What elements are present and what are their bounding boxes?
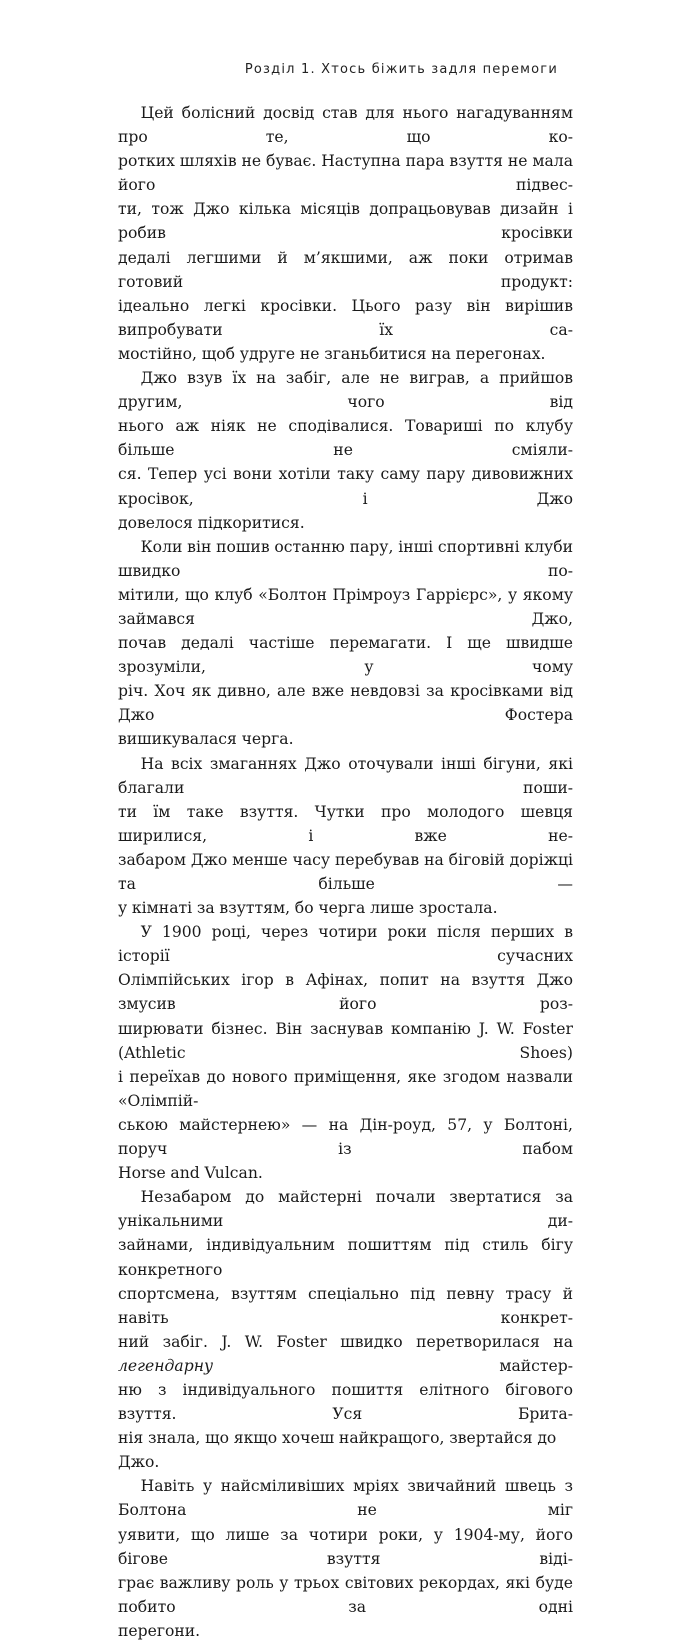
- text-line: ти, тож Джо кілька місяців допрацьовував дизайн і робив кросівки: [118, 200, 573, 243]
- paragraph-4: [118, 752, 573, 921]
- text-line: мостійно, щоб удруге не зганьбитися на перегонах.: [118, 344, 546, 363]
- text-line: грає важливу роль у трьох світових рекордах, які буде побито за одні: [118, 1573, 573, 1616]
- body-text: [118, 101, 573, 1643]
- text-line: ідеально легкі кросівки. Цього разу він вирішив випробувати їх са-: [118, 296, 573, 339]
- text-line: У 1900 році, через чотири роки після перших в історії сучасних: [118, 923, 573, 966]
- text-line: Незабаром до майстерні почали звертатися за унікальними ди-: [118, 1188, 573, 1231]
- italic-word: легендарну: [118, 1356, 214, 1375]
- text-segment: ний забіг. J. W. Foster швидко перетворилася на: [118, 1332, 573, 1351]
- text-line: Навіть у найсміливіших мріях звичайний швець з Болтона не міг: [118, 1477, 573, 1520]
- text-segment: майстер-: [213, 1356, 573, 1375]
- text-line: зайнами, індивідуальним пошиттям під стиль бігу конкретного: [118, 1236, 573, 1279]
- text-line-mixed: [118, 1378, 573, 1426]
- paragraph-2: [118, 366, 573, 535]
- text-line: почав дедалі частіше перемагати. І ще швидше зрозуміли, у чому: [118, 634, 573, 677]
- text-segment: ню: [118, 1380, 158, 1399]
- text-line: дедалі легшими й м’якшими, аж поки отримав готовий продукт:: [118, 248, 573, 291]
- text-line: мітили, що клуб «Болтон Прімроуз Гаррієрс», у якому займався Джо,: [118, 585, 573, 628]
- text-line: Цей болісний досвід став для нього нагадуванням про те, що ко-: [118, 104, 573, 147]
- text-line: спортсмена, взуттям спеціально під певну трасу й навіть конкрет-: [118, 1284, 573, 1327]
- text-line-mixed: [118, 1330, 573, 1378]
- paragraph-6: [118, 1185, 573, 1474]
- text-line: і переїхав до нового приміщення, яке згодом назвали «Олімпій-: [118, 1067, 573, 1110]
- text-line: нія знала, що якщо хочеш найкращого, звертайся до Джо.: [118, 1429, 557, 1472]
- text-segment: з індивідуального пошиття елітного бігового взуття. Уся Брита-: [118, 1380, 573, 1424]
- text-line: перегони.: [118, 1621, 201, 1640]
- paragraph-5: [118, 920, 573, 1185]
- text-line: довелося підкоритися.: [118, 513, 305, 532]
- paragraph-1: [118, 101, 573, 366]
- text-line: ротких шляхів не буває. Наступна пара взуття не мала його підвес-: [118, 152, 573, 195]
- text-line: забаром Джо менше часу перебував на біговій доріжці та більше —: [118, 850, 573, 893]
- text-line: нього аж ніяк не сподівалися. Товариші по клубу більше не сміяли-: [118, 417, 573, 460]
- running-head: Розділ 1. Хтось біжить задля перемоги: [244, 62, 558, 77]
- text-line: На всіх змаганнях Джо оточували інші бігуни, які благали поши-: [118, 754, 573, 797]
- text-line: Джо взув їх на забіг, але не виграв, а прийшов другим, чого від: [118, 369, 573, 412]
- text-line: річ. Хоч як дивно, але вже невдовзі за кросівками від Джо Фостера: [118, 682, 573, 725]
- paragraph-7: [118, 1474, 573, 1643]
- paragraph-3: [118, 535, 573, 752]
- text-line: ширювати бізнес. Він заснував компанію J. W. Foster (Athletic Shoes): [118, 1019, 573, 1062]
- text-line: Олімпійських ігор в Афінах, попит на взуття Джо змусив його роз-: [118, 971, 573, 1014]
- text-line: ською майстернею» — на Дін-роуд, 57, у Болтоні, поруч із пабом: [118, 1115, 573, 1159]
- text-line: вишикувалася черга.: [118, 730, 294, 749]
- text-line: уявити, що лише за чотири роки, у 1904-му, його бігове взуття віді-: [118, 1525, 573, 1568]
- text-line: Horse and Vulcan.: [118, 1164, 263, 1183]
- text-line: ти їм таке взуття. Чутки про молодого шевця ширилися, і вже не-: [118, 802, 573, 845]
- text-line: у кімнаті за взуттям, бо черга лише зростала.: [118, 899, 498, 918]
- text-line: ся. Тепер усі вони хотіли таку саму пару дивовижних кросівок, і Джо: [118, 465, 573, 508]
- text-line: Коли він пошив останню пару, інші спортивні клуби швидко по-: [118, 537, 573, 580]
